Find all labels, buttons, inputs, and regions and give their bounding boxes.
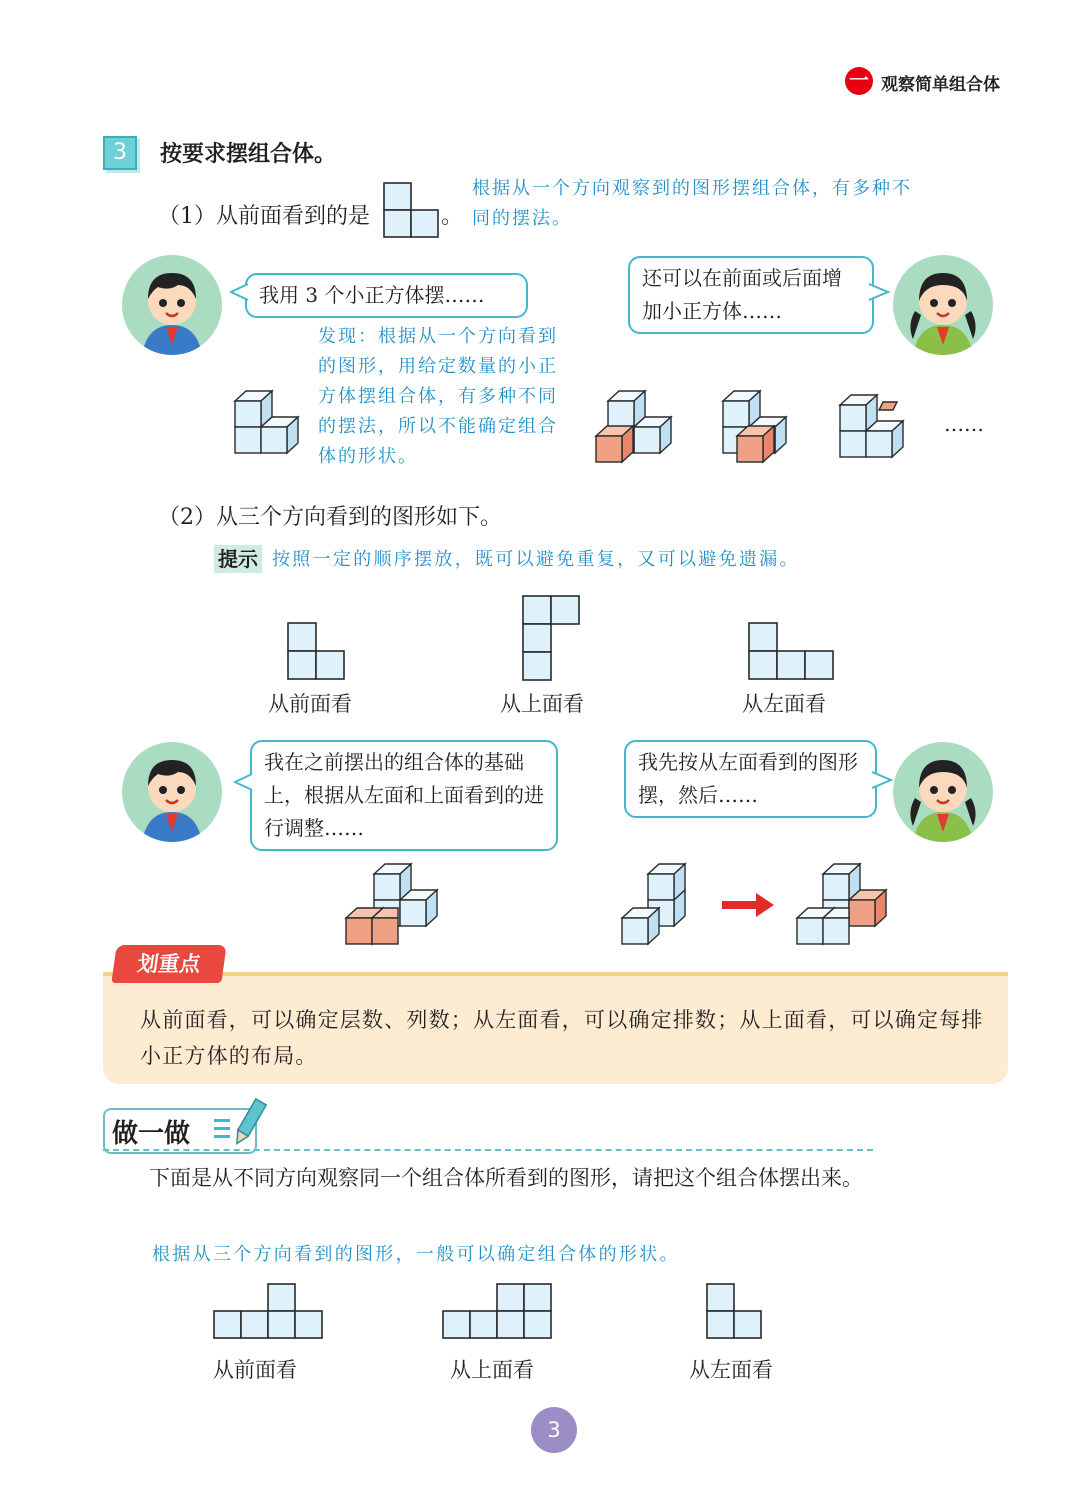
- chapter-title: 观察简单组合体: [881, 75, 1000, 95]
- girl-speech-1: 还可以在前面或后面增加小正方体……: [642, 266, 842, 323]
- boy-speech-1: 我用 3 个小正方体摆……: [259, 283, 485, 307]
- exercise-front-view-figure: [213, 1283, 325, 1341]
- bubble-tail: [233, 772, 253, 792]
- view-label-top: 从上面看: [500, 692, 584, 716]
- exercise-title: 做一做: [112, 1119, 191, 1149]
- left-view-figure: [748, 622, 836, 680]
- girl-avatar: [893, 255, 993, 355]
- front-view-small-figure: [383, 182, 441, 238]
- bubble-tail: [229, 282, 249, 302]
- exercise-divider: [103, 1149, 873, 1151]
- chapter-badge: 一: [845, 67, 873, 95]
- girl-speech-bubble-2: [624, 740, 877, 818]
- front-view-figure: [287, 622, 347, 680]
- view-label-front: 从前面看: [268, 692, 352, 716]
- cube-arrangement-1: [230, 388, 310, 460]
- ellipsis: ……: [944, 412, 984, 436]
- key-point-text: 从前面看，可以确定层数、列数；从左面看，可以确定排数；从上面看，可以确定每排小正方体的布局。: [140, 1008, 984, 1068]
- cube-arrangement-6: [618, 862, 698, 948]
- top-view-figure: [522, 595, 582, 681]
- boy-avatar-2: [122, 742, 222, 842]
- right-arrow-icon: [720, 892, 776, 918]
- exercise-note: 根据从三个方向看到的图形，一般可以确定组合体的形状。: [152, 1244, 680, 1265]
- girl-avatar-2: [893, 742, 993, 842]
- exercise-view-label-top: 从上面看: [450, 1358, 534, 1382]
- part2-text: （2）从三个方向看到的图形如下。: [158, 505, 502, 530]
- view-label-left: 从左面看: [742, 692, 826, 716]
- exercise-view-label-front: 从前面看: [213, 1358, 297, 1382]
- cube-arrangement-4: [835, 392, 915, 464]
- boy-speech-2: 我在之前摆出的组合体的基础上，根据从左面和上面看到的进行调整……: [264, 750, 544, 840]
- hint-tag: 提示: [214, 545, 262, 573]
- boy-speech-bubble-1: [245, 273, 528, 318]
- cube-arrangement-2: [590, 388, 680, 464]
- exercise-text: 下面是从不同方向观察同一个组合体所看到的图形，请把这个组合体摆出来。: [149, 1166, 863, 1190]
- girl-speech-2: 我先按从左面看到的图形摆，然后……: [638, 750, 858, 807]
- exercise-left-view-figure: [706, 1283, 764, 1341]
- part1-suffix: 。: [441, 204, 464, 229]
- cube-arrangement-3: [715, 388, 805, 464]
- page-number: 3: [531, 1407, 577, 1453]
- girl-speech-bubble-1: [628, 256, 874, 334]
- problem-title: 按要求摆组合体。: [160, 142, 337, 167]
- hint-text: 按照一定的顺序摆放，既可以避免重复，又可以避免遗漏。: [272, 549, 800, 570]
- bubble-tail: [868, 282, 890, 302]
- boy-speech-bubble-2: [250, 740, 558, 851]
- key-point-tag: 划重点: [111, 945, 226, 983]
- cube-arrangement-5: [340, 860, 450, 948]
- boy-avatar: [122, 255, 222, 355]
- exercise-top-view-figure: [442, 1283, 554, 1341]
- part1-prefix: （1）从前面看到的是: [158, 204, 370, 229]
- exercise-view-label-left: 从左面看: [689, 1358, 773, 1382]
- problem-number: 3: [103, 136, 137, 170]
- discovery-note: 发现：根据从一个方向看到的图形，用给定数量的小正方体摆组合体，有多种不同的摆法，所以不能确定组合体的形状。: [318, 326, 558, 467]
- part1-note: 根据从一个方向观察到的图形摆组合体，有多种不同的摆法。: [472, 178, 912, 229]
- bubble-tail: [871, 770, 893, 790]
- pencil-icon: [210, 1097, 268, 1149]
- cube-arrangement-7: [793, 862, 897, 948]
